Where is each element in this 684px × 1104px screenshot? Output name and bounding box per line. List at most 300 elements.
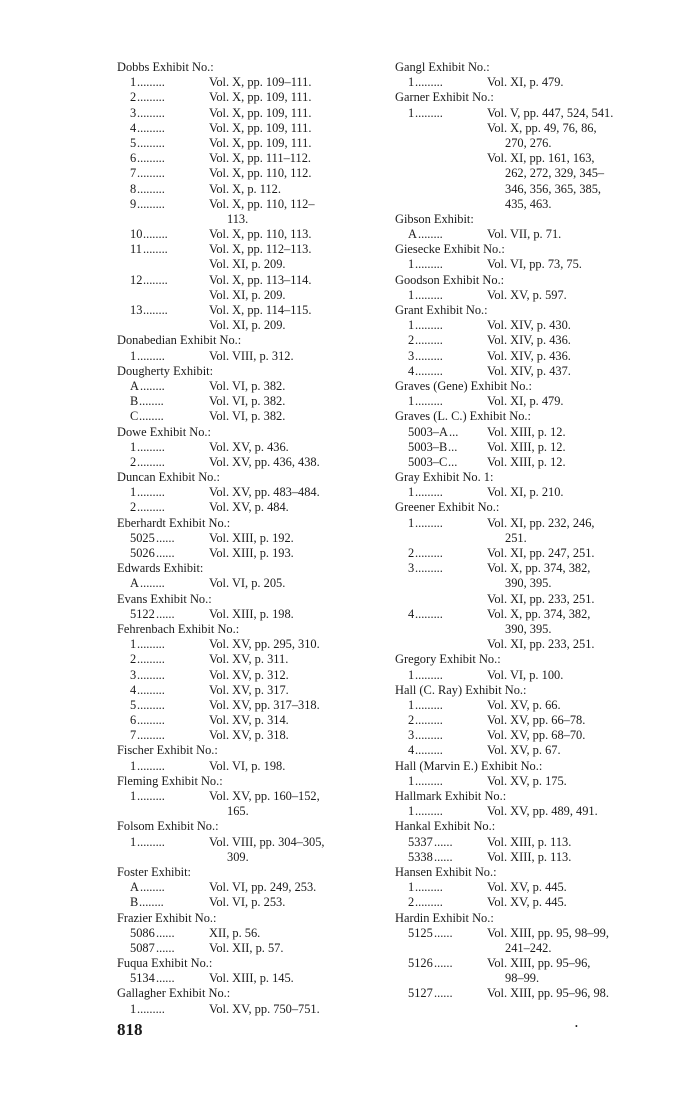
entry-key: 5134: [130, 971, 155, 986]
entry-key: A: [130, 576, 139, 591]
entry-key: 7: [130, 166, 137, 181]
entry-key: 1: [408, 318, 415, 333]
entry-reference: Vol. XV, pp. 750–751.: [209, 1001, 320, 1016]
leader-dots: ......: [156, 530, 175, 545]
index-entry: [117, 668, 369, 683]
entry-reference: Vol. X, pp. 374, 382,: [487, 606, 591, 621]
index-heading: Hardin Exhibit No.:: [395, 910, 494, 925]
index-heading: Grant Exhibit No.:: [395, 303, 488, 317]
leader-dots: ........: [140, 378, 165, 393]
index-entry: [117, 182, 369, 197]
leader-dots: .........: [415, 485, 443, 500]
entry-key: 2: [408, 333, 415, 348]
leader-dots: ........: [139, 394, 164, 409]
leader-dots: .........: [137, 697, 165, 712]
index-entry: [117, 637, 369, 652]
entry-reference: Vol. X, pp. 109, 111.: [209, 90, 312, 105]
leader-dots: ...: [448, 439, 458, 454]
entry-continuation: [395, 151, 647, 166]
index-entry: [117, 379, 369, 394]
leader-dots: ........: [143, 303, 168, 317]
index-entry: [395, 455, 647, 470]
index-heading: Hall (Marvin E.) Exhibit No.:: [395, 758, 543, 773]
leader-dots: .........: [137, 637, 165, 652]
index-entry: [117, 895, 369, 910]
index-heading: Edwards Exhibit:: [117, 561, 204, 576]
entry-key: 10: [130, 227, 143, 242]
index-entry: [117, 440, 369, 455]
index-heading: Eberhardt Exhibit No.:: [117, 515, 231, 530]
leader-dots: .........: [137, 713, 165, 728]
entry-reference: Vol. VI, p. 205.: [209, 576, 286, 591]
index-heading: Fleming Exhibit No.:: [117, 773, 223, 788]
entry-key: 1: [408, 485, 415, 500]
entry-key: 2: [130, 500, 137, 515]
entry-reference: Vol. XIII, p. 12.: [487, 439, 566, 454]
leader-dots: .........: [415, 804, 443, 819]
leader-dots: .........: [415, 348, 443, 363]
entry-reference: Vol. VI, p. 382.: [209, 378, 286, 393]
entry-key: 1: [408, 773, 415, 788]
entry-reference: Vol. XV, p. 175.: [487, 773, 567, 788]
index-entry: [395, 485, 647, 500]
entry-reference: Vol. X, pp. 109–111.: [209, 75, 312, 90]
leader-dots: .........: [137, 166, 165, 181]
index-entry: [395, 75, 647, 90]
leader-dots: .........: [137, 120, 165, 135]
index-entry: [117, 683, 369, 698]
leader-dots: ......: [434, 956, 453, 971]
index-heading: Graves (Gene) Exhibit No.:: [395, 378, 532, 393]
index-heading: Donabedian Exhibit No.:: [117, 333, 242, 348]
entry-reference: Vol. XIII, p. 193.: [209, 546, 294, 560]
index-entry: [117, 759, 369, 774]
entry-key: 6: [130, 713, 137, 728]
index-heading: Dobbs Exhibit No.:: [117, 60, 214, 74]
entry-continuation: [117, 850, 369, 865]
leader-dots: .........: [415, 606, 443, 621]
entry-continuation: [395, 592, 647, 607]
index-entry: [395, 713, 647, 728]
entry-key: 3: [130, 105, 137, 120]
entry-key: 1: [408, 394, 415, 409]
entry-reference: Vol. X, pp. 109, 111.: [209, 105, 312, 120]
index-heading: Garner Exhibit No.:: [395, 90, 494, 105]
entry-key: A: [130, 378, 139, 393]
entry-key: 5337: [408, 834, 433, 849]
entry-reference: Vol. X, pp. 374, 382,: [487, 561, 591, 576]
index-entry: [117, 394, 369, 409]
index-heading: Evans Exhibit No.:: [117, 591, 212, 606]
index-entry: [395, 440, 647, 455]
entry-reference: Vol. X, pp. 49, 76, 86,: [487, 120, 597, 135]
entry-reference: Vol. XIV, p. 436.: [487, 348, 571, 363]
leader-dots: .........: [415, 561, 443, 576]
index-entry: [117, 652, 369, 667]
entry-reference: Vol. XV, p. 66.: [487, 697, 561, 712]
entry-reference: Vol. XI, pp. 233, 251.: [487, 591, 595, 606]
entry-reference: Vol. XV, pp. 66–78.: [487, 713, 586, 728]
index-heading: Gray Exhibit No. 1:: [395, 470, 494, 485]
entry-reference: Vol. XIII, p. 113.: [487, 834, 572, 849]
index-heading: Foster Exhibit:: [117, 864, 191, 879]
entry-continuation: [117, 318, 369, 333]
index-entry: [395, 318, 647, 333]
entry-key: B: [130, 895, 139, 910]
leader-dots: .........: [415, 515, 443, 530]
leader-dots: .........: [415, 318, 443, 333]
leader-dots: .........: [137, 181, 165, 196]
entry-reference: Vol. X, p. 112.: [209, 181, 281, 196]
entry-key: 5338: [408, 849, 433, 864]
entry-continuation: [117, 288, 369, 303]
entry-reference: Vol. XV, pp. 317–318.: [209, 697, 320, 712]
leader-dots: ...: [449, 424, 459, 439]
entry-key: 6: [130, 151, 137, 166]
index-heading: Greener Exhibit No.:: [395, 500, 500, 515]
entry-key: 2: [408, 713, 415, 728]
leader-dots: .........: [415, 394, 443, 409]
leader-dots: ........: [143, 227, 168, 242]
leader-dots: .........: [415, 773, 443, 788]
index-heading: Gibson Exhibit:: [395, 211, 474, 226]
entry-key: 1: [130, 834, 137, 849]
index-heading: Graves (L. C.) Exhibit No.:: [395, 409, 531, 424]
entry-key: 1: [130, 789, 137, 803]
entry-key: 1: [130, 758, 137, 773]
entry-reference: Vol. XV, p. 317.: [209, 682, 289, 697]
index-entry: [117, 926, 369, 941]
index-entry: [117, 835, 369, 850]
index-entry: [117, 698, 369, 713]
entry-key: 1: [408, 804, 415, 819]
index-entry: [395, 516, 647, 531]
leader-dots: ......: [156, 546, 175, 560]
entry-reference: Vol. XIII, p. 198.: [209, 606, 294, 621]
entry-continuation: [117, 257, 369, 272]
leader-dots: .........: [137, 439, 165, 454]
entry-continuation: [395, 622, 647, 637]
entry-reference: Vol. XV, p. 67.: [487, 743, 561, 758]
leader-dots: ......: [156, 940, 175, 955]
entry-key: 4: [130, 682, 137, 697]
entry-key: 5003–B: [408, 439, 448, 454]
index-entry: [117, 166, 369, 181]
entry-key: 3: [408, 561, 415, 576]
entry-key: 5126: [408, 956, 433, 971]
page-number: 818: [117, 1020, 143, 1039]
leader-dots: .........: [137, 105, 165, 120]
entry-continuation: [395, 182, 647, 197]
entry-key: 1: [408, 667, 415, 682]
entry-key: 5003–A: [408, 424, 448, 439]
entry-reference: 98–99.: [505, 971, 540, 986]
leader-dots: .........: [415, 697, 443, 712]
index-heading: Dougherty Exhibit:: [117, 363, 214, 378]
index-entry: [395, 257, 647, 272]
index-entry: [117, 455, 369, 470]
entry-key: 1: [130, 439, 137, 454]
entry-reference: Vol. VI, p. 382.: [209, 394, 286, 409]
entry-reference: Vol. XV, p. 318.: [209, 728, 289, 743]
index-entry: [117, 576, 369, 591]
leader-dots: ......: [156, 606, 175, 621]
entry-key: 5087: [130, 940, 155, 955]
index-entry: [395, 926, 647, 941]
entry-key: 11: [130, 242, 142, 257]
entry-key: 5122: [130, 606, 155, 621]
index-entry: [395, 986, 647, 1001]
index-entry: [117, 485, 369, 500]
index-entry: [117, 728, 369, 743]
leader-dots: .........: [415, 728, 443, 743]
entry-key: C: [130, 409, 139, 424]
entry-reference: Vol. VIII, p. 312.: [209, 348, 294, 363]
entry-continuation: [117, 804, 369, 819]
entry-key: 5: [130, 135, 137, 150]
entry-key: 4: [130, 120, 137, 135]
index-column-right: [395, 60, 647, 1002]
index-entry: [395, 728, 647, 743]
index-entry: [395, 835, 647, 850]
index-entry: [117, 151, 369, 166]
entry-key: 7: [130, 728, 137, 743]
entry-key: A: [408, 227, 417, 242]
index-entry: [117, 409, 369, 424]
index-heading: Fischer Exhibit No.:: [117, 743, 218, 758]
index-entry: [395, 698, 647, 713]
index-entry: [117, 941, 369, 956]
leader-dots: .........: [415, 75, 443, 90]
entry-reference: Vol. X, pp. 112–113.: [209, 242, 312, 257]
entry-reference: Vol. XV, p. 445.: [487, 880, 567, 895]
entry-reference: Vol. VI, p. 198.: [209, 758, 286, 773]
leader-dots: ........: [143, 272, 168, 287]
index-heading: Fuqua Exhibit No.:: [117, 956, 213, 971]
entry-key: 3: [408, 728, 415, 743]
leader-dots: .........: [137, 196, 165, 211]
entry-continuation: [395, 941, 647, 956]
entry-reference: Vol. VI, p. 382.: [209, 409, 286, 424]
entry-key: 3: [130, 667, 137, 682]
entry-continuation: [395, 971, 647, 986]
leader-dots: .........: [415, 105, 443, 120]
entry-key: 4: [408, 606, 415, 621]
entry-reference: Vol. XI, p. 479.: [487, 75, 564, 90]
entry-reference: Vol. XIII, pp. 95–96,: [487, 956, 591, 971]
stray-mark: •: [575, 1022, 578, 1031]
entry-reference: Vol. VI, p. 100.: [487, 667, 564, 682]
entry-reference: Vol. XV, pp. 436, 438.: [209, 454, 320, 469]
entry-reference: Vol. XI, p. 209.: [209, 318, 286, 333]
entry-key: 1: [130, 75, 137, 90]
index-entry: [395, 743, 647, 758]
leader-dots: .........: [137, 789, 165, 803]
index-heading: Hankal Exhibit No.:: [395, 819, 496, 834]
entry-key: 1: [130, 485, 137, 500]
entry-reference: Vol. XV, pp. 160–152,: [209, 789, 320, 803]
leader-dots: ...: [448, 454, 458, 469]
entry-reference: XII, p. 56.: [209, 925, 261, 940]
index-entry: [395, 956, 647, 971]
entry-key: 1: [130, 637, 137, 652]
entry-reference: Vol. X, pp. 110, 112–: [209, 196, 315, 211]
entry-reference: Vol. X, pp. 111–112.: [209, 151, 311, 166]
entry-reference: Vol. XV, p. 445.: [487, 895, 567, 910]
index-heading: Dowe Exhibit No.:: [117, 424, 211, 439]
leader-dots: .........: [415, 713, 443, 728]
leader-dots: .........: [415, 333, 443, 348]
leader-dots: .........: [137, 135, 165, 150]
index-column-left: [117, 60, 369, 1017]
index-heading: Folsom Exhibit No.:: [117, 819, 219, 834]
leader-dots: .........: [137, 151, 165, 166]
entry-reference: Vol. XI, p. 210.: [487, 485, 564, 500]
index-entry: [117, 789, 369, 804]
entry-reference: Vol. XV, p. 597.: [487, 287, 567, 302]
entry-key: 1: [408, 287, 415, 302]
index-entry: [395, 774, 647, 789]
index-entry: [395, 850, 647, 865]
index-entry: [117, 121, 369, 136]
leader-dots: ........: [418, 227, 443, 242]
index-entry: [117, 227, 369, 242]
index-entry: [395, 288, 647, 303]
leader-dots: .........: [137, 454, 165, 469]
entry-reference: Vol. VI, p. 253.: [209, 895, 286, 910]
entry-key: 1: [130, 348, 137, 363]
entry-reference: 390, 395.: [505, 576, 552, 591]
leader-dots: ........: [140, 576, 165, 591]
entry-reference: 262, 272, 329, 345–: [505, 166, 605, 181]
index-entry: [395, 333, 647, 348]
entry-key: 1: [408, 105, 415, 120]
leader-dots: ........: [139, 895, 164, 910]
leader-dots: .........: [137, 485, 165, 500]
leader-dots: .........: [137, 834, 165, 849]
leader-dots: .........: [415, 667, 443, 682]
entry-reference: Vol. VI, pp. 249, 253.: [209, 880, 317, 895]
entry-reference: Vol. XI, p. 209.: [209, 257, 286, 272]
entry-reference: Vol. X, pp. 110, 112.: [209, 166, 312, 181]
entry-reference: Vol. XIV, p. 430.: [487, 318, 571, 333]
entry-reference: Vol. XV, p. 314.: [209, 713, 289, 728]
index-heading: Hallmark Exhibit No.:: [395, 789, 507, 803]
entry-key: 1: [408, 697, 415, 712]
entry-continuation: [395, 637, 647, 652]
entry-key: 2: [130, 90, 137, 105]
entry-reference: Vol. VI, pp. 73, 75.: [487, 257, 582, 272]
entry-reference: Vol. XIII, p. 113.: [487, 849, 572, 864]
leader-dots: .........: [415, 880, 443, 895]
leader-dots: .........: [137, 728, 165, 743]
entry-key: A: [130, 880, 139, 895]
entry-reference: Vol. XV, p. 311.: [209, 652, 289, 667]
index-entry: [395, 394, 647, 409]
entry-key: 1: [408, 515, 415, 530]
entry-reference: Vol. XI, p. 209.: [209, 287, 286, 302]
entry-key: 9: [130, 196, 137, 211]
index-heading: Hall (C. Ray) Exhibit No.:: [395, 682, 527, 697]
index-entry: [117, 349, 369, 364]
entry-key: 2: [408, 546, 415, 560]
leader-dots: .........: [137, 348, 165, 363]
leader-dots: .........: [415, 546, 443, 560]
leader-dots: ......: [434, 925, 453, 940]
entry-reference: Vol. XI, pp. 247, 251.: [487, 546, 595, 560]
entry-continuation: [117, 212, 369, 227]
index-entry: [395, 425, 647, 440]
entry-reference: Vol. XV, pp. 483–484.: [209, 485, 320, 500]
index-entry: [395, 546, 647, 561]
leader-dots: .........: [137, 682, 165, 697]
entry-key: 3: [408, 348, 415, 363]
leader-dots: ......: [156, 971, 175, 986]
entry-reference: Vol. X, pp. 109, 111.: [209, 120, 312, 135]
index-entry: [117, 971, 369, 986]
entry-reference: Vol. XII, p. 57.: [209, 940, 284, 955]
entry-key: 5: [130, 697, 137, 712]
index-entry: [117, 136, 369, 151]
entry-reference: 390, 395.: [505, 621, 552, 636]
entry-key: 4: [408, 363, 415, 378]
entry-reference: Vol. XIII, p. 192.: [209, 530, 294, 545]
index-entry: [117, 273, 369, 288]
entry-reference: Vol. XI, p. 479.: [487, 394, 564, 409]
entry-reference: Vol. XV, pp. 295, 310.: [209, 637, 320, 652]
entry-key: 2: [130, 652, 137, 667]
leader-dots: ........: [140, 880, 165, 895]
entry-key: 5025: [130, 530, 155, 545]
entry-continuation: [395, 121, 647, 136]
entry-reference: Vol. XV, p. 312.: [209, 667, 289, 682]
entry-reference: Vol. XIII, p. 145.: [209, 971, 294, 986]
index-heading: Gregory Exhibit No.:: [395, 652, 501, 667]
entry-reference: Vol. XV, p. 484.: [209, 500, 289, 515]
leader-dots: .........: [415, 363, 443, 378]
entry-reference: Vol. X, pp. 113–114.: [209, 272, 312, 287]
entry-reference: Vol. XIII, pp. 95–96, 98.: [487, 986, 609, 1001]
index-entry: [117, 106, 369, 121]
entry-reference: 270, 276.: [505, 135, 552, 150]
entry-reference: Vol. XV, pp. 68–70.: [487, 728, 586, 743]
entry-reference: 251.: [505, 530, 527, 545]
entry-continuation: [395, 576, 647, 591]
index-entry: [395, 880, 647, 895]
index-heading: Fehrenbach Exhibit No.:: [117, 621, 240, 636]
entry-reference: Vol. V, pp. 447, 524, 541.: [487, 105, 614, 120]
entry-key: 5003–C: [408, 454, 448, 469]
entry-continuation: [395, 197, 647, 212]
entry-reference: 346, 356, 365, 385,: [505, 181, 602, 196]
leader-dots: .........: [415, 895, 443, 910]
entry-key: 2: [130, 454, 137, 469]
index-entry: [395, 804, 647, 819]
index-entry: [395, 561, 647, 576]
entry-key: 2: [408, 895, 415, 910]
entry-continuation: [395, 136, 647, 151]
index-entry: [117, 242, 369, 257]
index-entry: [117, 303, 369, 318]
entry-key: B: [130, 394, 139, 409]
index-entry: [117, 880, 369, 895]
leader-dots: ......: [156, 925, 175, 940]
index-entry: [117, 1002, 369, 1017]
index-entry: [117, 713, 369, 728]
index-heading: Gallagher Exhibit No.:: [117, 986, 231, 1001]
index-entry: [395, 607, 647, 622]
index-entry: [117, 500, 369, 515]
